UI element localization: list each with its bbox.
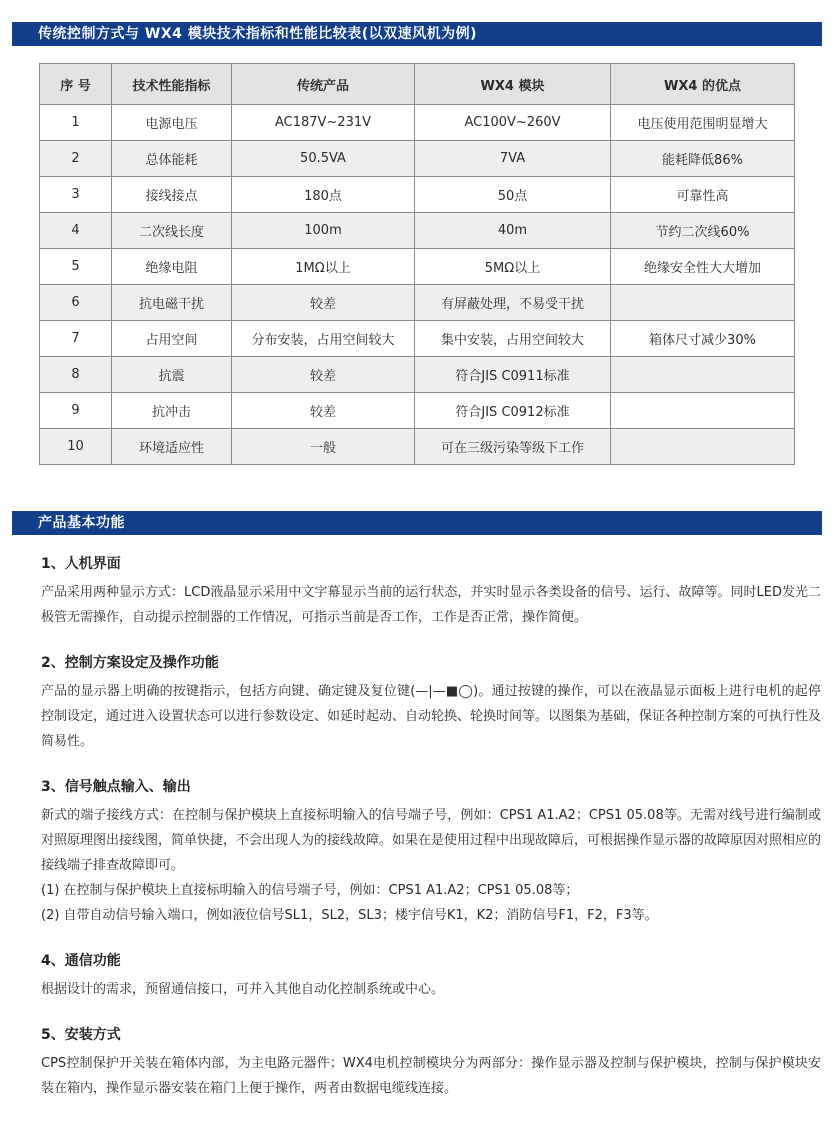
cell-traditional: 较差: [232, 393, 415, 429]
cell-metric: 环境适应性: [112, 429, 232, 465]
section-installation: [41, 1023, 821, 1101]
cell-advantage: 绝缘安全性大大增加: [611, 249, 795, 285]
header-index: 序 号: [40, 64, 112, 105]
section-title: 4、通信功能: [41, 953, 121, 969]
table-row: [40, 177, 795, 213]
cell-index: 10: [40, 429, 112, 465]
cell-index: 6: [40, 285, 112, 321]
comparison-table: [39, 63, 795, 465]
section-paragraph: 产品的显示器上明确的按键指示，包括方向键、确定键及复位键(—|—■◯)。通过按键的操作，可以在液晶显示面板上进行电机的起停控制设定，通过进入设置状态可以进行参数设定、如延时起动、自动轮换、轮换时间等。以图集为基础，保证各种控制方案的可执行性及简易性。: [41, 684, 822, 749]
cell-metric: 接线接点: [112, 177, 232, 213]
section-title: 2、控制方案设定及操作功能: [41, 655, 219, 671]
cell-traditional: 50.5VA: [232, 141, 415, 177]
section-hmi: [41, 552, 821, 630]
header-advantage: WX4 的优点: [611, 64, 795, 105]
comparison-banner: 传统控制方式与 WX4 模块技术指标和性能比较表(以双速风机为例): [12, 22, 822, 46]
section-paragraph: 新式的端子接线方式：在控制与保护模块上直接标明输入的信号端子号，例如：CPS1 A1.A2；CPS1 05.08等。无需对线号进行编制或对照原理图出接线图，简单快捷，不会出现人为的接线故障。如果在是使用过程中出现故障后，可根据操作显示器的故障原因对照相应的接线端子排查故障即可。: [41, 808, 822, 873]
cell-metric: 总体能耗: [112, 141, 232, 177]
cell-wx4: 有屏蔽处理，不易受干扰: [415, 285, 611, 321]
table-row: [40, 213, 795, 249]
section-paragraph: 产品采用两种显示方式：LCD液晶显示采用中文字幕显示当前的运行状态，并实时显示各类设备的信号、运行、故障等。同时LED发光二极管无需操作，自动提示控制器的工作情况，可指示当前是否工作，工作是否正常，操作简便。: [41, 585, 821, 625]
table-row: [40, 285, 795, 321]
cell-wx4: 7VA: [415, 141, 611, 177]
cell-wx4: 40m: [415, 213, 611, 249]
cell-index: 1: [40, 105, 112, 141]
cell-metric: 抗冲击: [112, 393, 232, 429]
cell-advantage: [611, 357, 795, 393]
section-title: 5、安装方式: [41, 1027, 121, 1043]
header-wx4: WX4 模块: [415, 64, 611, 105]
section-signal-io: [41, 775, 821, 928]
cell-traditional: 一般: [232, 429, 415, 465]
cell-advantage: 节约二次线60%: [611, 213, 795, 249]
cell-traditional: 较差: [232, 357, 415, 393]
cell-traditional: 1MΩ以上: [232, 249, 415, 285]
cell-metric: 绝缘电阻: [112, 249, 232, 285]
cell-advantage: 箱体尺寸减少30%: [611, 321, 795, 357]
cell-index: 5: [40, 249, 112, 285]
cell-wx4: 符合JIS C0911标准: [415, 357, 611, 393]
cell-wx4: 可在三级污染等级下工作: [415, 429, 611, 465]
cell-wx4: 集中安装，占用空间较大: [415, 321, 611, 357]
section-communication: [41, 949, 821, 1002]
cell-advantage: 可靠性高: [611, 177, 795, 213]
table-row: [40, 393, 795, 429]
section-title: 1、人机界面: [41, 556, 121, 572]
table-header-row: [40, 64, 795, 105]
cell-metric: 电源电压: [112, 105, 232, 141]
cell-index: 3: [40, 177, 112, 213]
cell-traditional: 分布安装，占用空间较大: [232, 321, 415, 357]
section-control-scheme: [41, 651, 821, 754]
cell-advantage: [611, 393, 795, 429]
functions-banner: 产品基本功能: [12, 511, 822, 535]
cell-advantage: [611, 429, 795, 465]
cell-wx4: 5MΩ以上: [415, 249, 611, 285]
header-traditional: 传统产品: [232, 64, 415, 105]
cell-index: 2: [40, 141, 112, 177]
cell-metric: 抗震: [112, 357, 232, 393]
list-item: (2) 自带自动信号输入端口，例如液位信号SL1，SL2，SL3；楼宇信号K1，K2；消防信号F1，F2，F3等。: [41, 908, 658, 923]
table-row: [40, 321, 795, 357]
cell-traditional: 100m: [232, 213, 415, 249]
section-paragraph: 根据设计的需求，预留通信接口，可并入其他自动化控制系统或中心。: [41, 982, 445, 997]
cell-index: 4: [40, 213, 112, 249]
cell-index: 8: [40, 357, 112, 393]
cell-wx4: AC100V~260V: [415, 105, 611, 141]
cell-metric: 占用空间: [112, 321, 232, 357]
cell-traditional: AC187V~231V: [232, 105, 415, 141]
table-row: [40, 141, 795, 177]
cell-advantage: 能耗降低86%: [611, 141, 795, 177]
table-row: [40, 429, 795, 465]
table-row: [40, 105, 795, 141]
cell-index: 9: [40, 393, 112, 429]
header-metric: 技术性能指标: [112, 64, 232, 105]
cell-index: 7: [40, 321, 112, 357]
section-title: 3、信号触点输入、输出: [41, 779, 191, 795]
cell-metric: 抗电磁干扰: [112, 285, 232, 321]
functions-content: [41, 552, 821, 1122]
cell-wx4: 符合JIS C0912标准: [415, 393, 611, 429]
table-row: [40, 357, 795, 393]
list-item: (1) 在控制与保护模块上直接标明输入的信号端子号，例如：CPS1 A1.A2；CPS1 05.08等；: [41, 883, 579, 898]
cell-traditional: 180点: [232, 177, 415, 213]
cell-advantage: [611, 285, 795, 321]
cell-traditional: 较差: [232, 285, 415, 321]
cell-metric: 二次线长度: [112, 213, 232, 249]
cell-advantage: 电压使用范围明显增大: [611, 105, 795, 141]
section-paragraph: CPS控制保护开关装在箱体内部，为主电路元器件；WX4电机控制模块分为两部分：操作显示器及控制与保护模块，控制与保护模块安装在箱内，操作显示器安装在箱门上便于操作，两者由数据电缆线连接。: [41, 1056, 821, 1096]
cell-wx4: 50点: [415, 177, 611, 213]
table-row: [40, 249, 795, 285]
